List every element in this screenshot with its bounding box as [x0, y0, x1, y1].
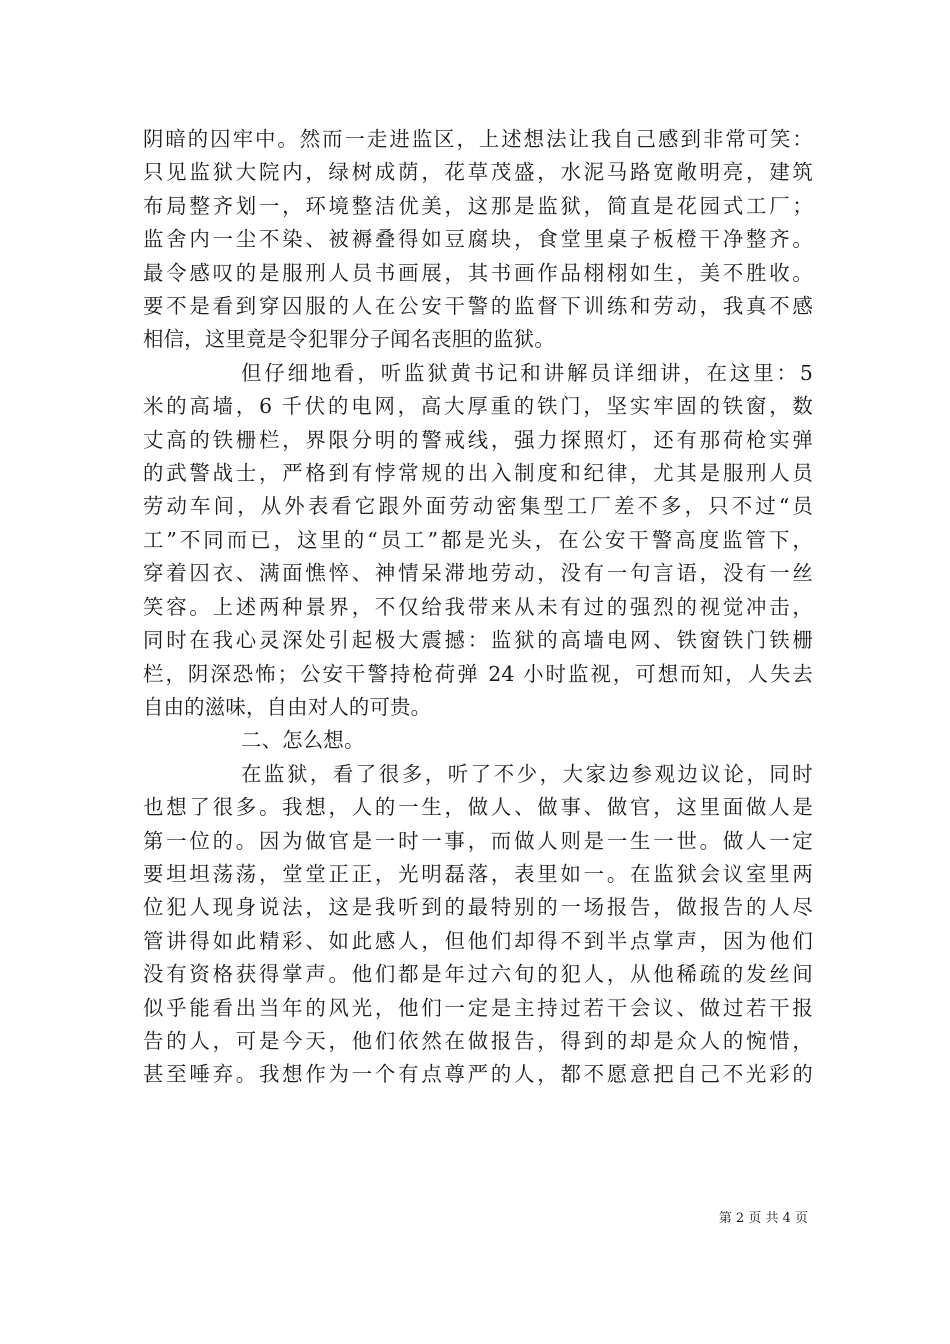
text-line: 米的高墙，6 千伏的电网，高大厚重的铁门，坚实牢固的铁窗，数 [143, 394, 813, 419]
text-line: 栏，阴深恐怖；公安干警持枪荷弹 24 小时监视，可想而知，人失去 [143, 661, 813, 686]
text-line: 没有资格获得掌声。他们都是年过六旬的犯人，从他稀疏的发丝间 [143, 962, 813, 987]
text-line: 阴暗的囚牢中。然而一走进监区，上述想法让我自己感到非常可笑： [143, 127, 813, 151]
text-line: 告的人，可是今天，他们依然在做报告，得到的却是众人的惋惜， [143, 1028, 813, 1053]
text-line: 的武警战士，严格到有悖常规的出入制度和纪律，尤其是服刑人员 [143, 461, 813, 486]
text-line: 监舍内一尘不染、被褥叠得如豆腐块，食堂里桌子板橙干净整齐。 [143, 227, 813, 252]
text-line: 只见监狱大院内，绿树成荫，花草茂盛，水泥马路宽敞明亮，建筑 [143, 160, 813, 185]
text-line: 第一位的。因为做官是一时一事，而做人则是一生一世。做人一定 [143, 828, 813, 853]
text-line: 但仔细地看，听监狱黄书记和讲解员详细讲，在这里：5 [241, 360, 813, 385]
text-line: 丈高的铁栅栏，界限分明的警戒线，强力探照灯，还有那荷枪实弹 [143, 427, 813, 452]
page-number-footer: 第 2 页 共 4 页 [718, 1211, 808, 1226]
text-line: 相信，这里竟是令犯罪分子闻名丧胆的监狱。 [143, 327, 555, 352]
text-line: 也想了很多。我想，人的一生，做人、做事、做官，这里面做人是 [143, 795, 813, 820]
text-line: 管讲得如此精彩、如此感人，但他们却得不到半点掌声，因为他们 [143, 928, 813, 953]
paragraph-3 [143, 758, 813, 1092]
text-line: 二、怎么想。 [241, 728, 365, 753]
text-line: 在监狱，看了很多，听了不少，大家边参观边议论，同时 [241, 761, 813, 786]
document-body [143, 123, 813, 1092]
text-line: 要不是看到穿囚服的人在公安干警的监督下训练和劳动，我真不感 [143, 294, 813, 319]
text-line: 工”不同而已，这里的“员工”都是光头，在公安干警高度监管下， [143, 527, 813, 552]
text-line: 位犯人现身说法，这是我听到的最特别的一场报告，做报告的人尽 [143, 895, 813, 920]
text-line: 甚至唾弃。我想作为一个有点尊严的人，都不愿意把自己不光彩的 [143, 1062, 813, 1087]
text-line: 笑容。上述两种景界，不仅给我带来从未有过的强烈的视觉冲击， [143, 594, 813, 619]
text-line: 布局整齐划一，环境整洁优美，这那是监狱，简直是花园式工厂； [143, 193, 813, 218]
text-line: 最令感叹的是服刑人员书画展，其书画作品栩栩如生，美不胜收。 [143, 260, 813, 285]
text-line: 自由的滋味，自由对人的可贵。 [143, 694, 432, 719]
text-line: 劳动车间，从外表看它跟外面劳动密集型工厂差不多，只不过“员 [143, 494, 813, 519]
text-line: 似乎能看出当年的风光，他们一定是主持过若干会议、做过若干报 [143, 995, 813, 1020]
text-line: 同时在我心灵深处引起极大震撼：监狱的高墙电网、铁窗铁门铁栅 [143, 628, 813, 653]
section-heading [143, 724, 813, 757]
text-line: 要坦坦荡荡，堂堂正正，光明磊落，表里如一。在监狱会议室里两 [143, 861, 813, 886]
paragraph-1 [143, 123, 813, 357]
paragraph-2 [143, 357, 813, 724]
text-line: 穿着囚衣、满面憔悴、神情呆滞地劳动，没有一句言语，没有一丝 [143, 561, 813, 586]
